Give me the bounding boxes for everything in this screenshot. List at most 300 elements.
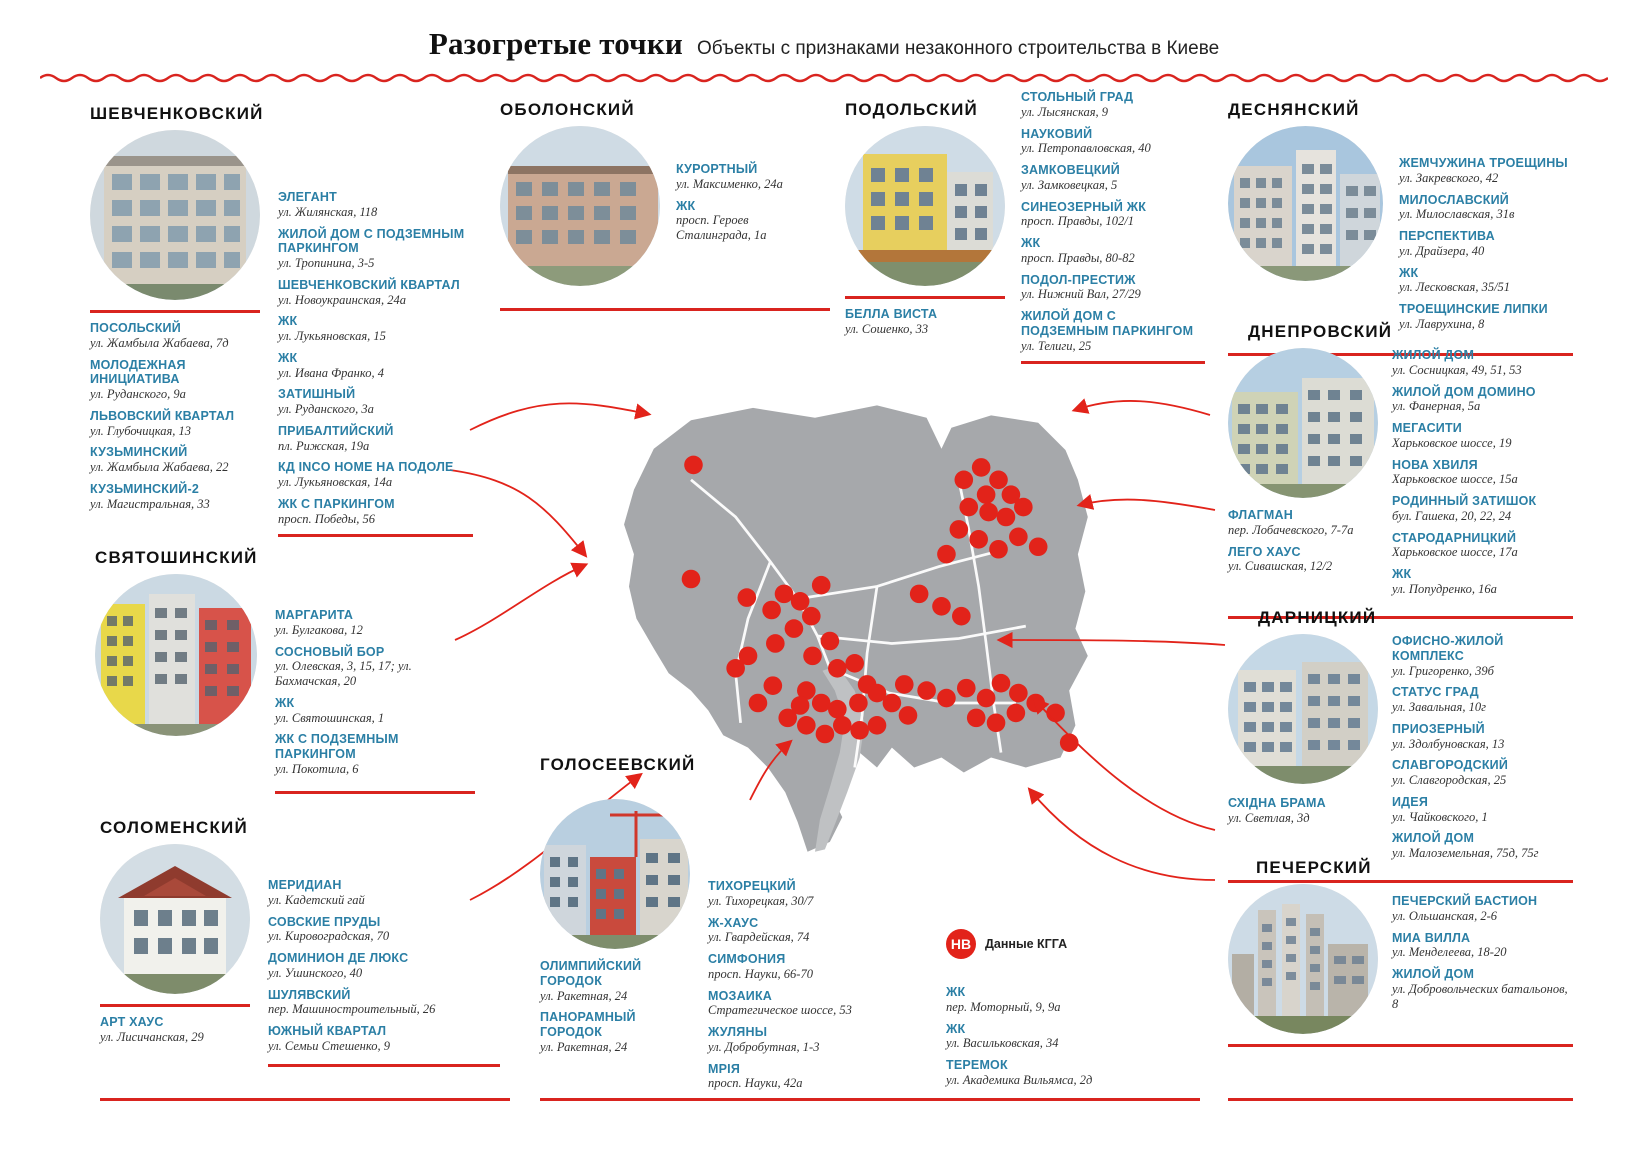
entry-name: ПЕЧЕРСКИЙ БАСТИОН [1392,894,1538,908]
list-item[interactable] [1392,634,1573,678]
district-block-dniprovsky [1228,322,1573,619]
entry-name: ЭЛЕГАНТ [278,190,337,204]
entry-name: ПРИБАЛТИЙСКИЙ [278,423,394,438]
entry-name: СТОЛЬНЫЙ ГРАД [1021,90,1134,104]
list-item[interactable] [1021,309,1205,353]
list-item[interactable] [1392,894,1573,924]
list-item[interactable] [1399,193,1573,223]
map-dot[interactable] [910,585,929,604]
entry-address: ул. Олевская, 3, 15, 17; ул. Бахмачская, 20 [275,659,412,688]
list-item[interactable] [540,959,690,1003]
map-dot[interactable] [972,458,991,477]
entry-name: МИЛОСЛАВСКИЙ [1399,192,1509,207]
map-dot[interactable] [977,689,996,708]
entry-address: ул. Ракетная, 24 [540,988,628,1003]
list-item[interactable] [1228,545,1378,575]
list-item[interactable] [1392,458,1573,488]
entry-name: ЖИЛОЙ ДОМ [1392,348,1475,362]
list-item[interactable] [90,445,260,475]
entry-address: ул. Чайковского, 1 [1392,809,1488,824]
map-dot[interactable] [1009,528,1028,547]
list-item[interactable] [1021,200,1205,230]
map-dot[interactable] [726,659,745,678]
entry-name: ОЛИМПИЙСКИЙ ГОРОДОК [540,959,642,988]
entry-name: НАУКОВИЙ [1021,126,1093,141]
map-dot[interactable] [899,706,918,725]
divider-bottom-right [1228,1098,1573,1101]
entry-name: ЮЖНЫЙ КВАРТАЛ [268,1024,387,1038]
entry-name: ШУЛЯВСКИЙ [268,987,351,1002]
entry-name: БЕЛЛА ВИСТА [845,307,938,321]
entry-address: Харьковское шоссе, 17а [1392,545,1518,560]
entry-name: СОВСКИЕ ПРУДЫ [268,914,381,929]
entry-address: ул. Святошинская, 1 [275,710,385,725]
map-dot[interactable] [987,714,1006,733]
district-photo-desnyansky [1228,126,1383,281]
entry-address: ул. Максименко, 24а [676,176,783,191]
list-item[interactable] [708,989,928,1019]
district-photo-darnitsky [1228,634,1378,784]
map-dot[interactable] [957,679,976,698]
entry-name: СХІДНА БРАМА [1228,796,1326,810]
list-item[interactable] [90,358,260,402]
photo-illustration [540,799,690,949]
district-block-darnitsky [1228,608,1573,883]
district-block-solomensky [100,818,520,1067]
entry-address: ул. Гвардейская, 74 [708,930,810,945]
entry-address: ул. Глубочицкая, 13 [90,423,192,438]
entry-address: ул. Жамбыла Жабаева, 22 [90,460,229,474]
list-item[interactable] [1399,266,1573,296]
entry-name: ТРОЕЩИНСКИЕ ЛИПКИ [1399,302,1548,316]
map-dot[interactable] [850,721,869,740]
entry-name: ТИХОРЕЦКИЙ [708,879,796,893]
entry-address: ул. Славгородская, 25 [1392,773,1507,787]
entry-name: ЖК [946,1021,966,1036]
list-item[interactable] [1021,273,1205,303]
entry-name: ПРИОЗЕРНЫЙ [1392,721,1485,736]
map-dot[interactable] [766,634,785,653]
list-item[interactable] [278,387,473,417]
district-block-svyatoshinsky [95,548,495,794]
district-title-svyatoshinsky: СВЯТОШИНСКИЙ [95,548,258,567]
entry-name: ЖУЛЯНЫ [708,1025,768,1039]
entry-name: ЖИЛОЙ ДОМ С ПОДЗЕМНЫМ ПАРКИНГОМ [278,226,465,256]
list-item[interactable] [268,988,500,1018]
photo-illustration [100,844,250,994]
list-item[interactable] [90,482,260,512]
entry-address: ул. Тихорецкая, 30/7 [708,893,814,908]
map-dot[interactable] [738,588,757,607]
entry-address: ул. Лысянская, 9 [1021,104,1109,119]
entry-list-darnitsky-right [1392,634,1573,868]
list-item[interactable] [1392,795,1573,825]
entry-address: ул. Лесковская, 35/51 [1399,280,1511,295]
entry-list-podolsky-right [1021,90,1205,364]
list-item[interactable] [845,307,1005,337]
map-dot[interactable] [959,498,978,517]
entry-address: пер. Машиностроительный, 26 [268,1002,436,1017]
list-item[interactable] [1392,348,1573,378]
list-item[interactable] [1392,967,1573,1011]
map-dot[interactable] [762,601,781,620]
entry-address: просп. Правды, 80-82 [1021,250,1135,265]
entry-address: пер. Моторный, 9, 9а [946,999,1061,1014]
list-item[interactable] [278,227,473,271]
list-item[interactable] [676,199,826,243]
entry-list-desnyansky [1399,126,1573,339]
map-dot[interactable] [682,570,701,589]
map-dot[interactable] [1046,704,1065,723]
list-item[interactable] [946,985,1156,1015]
district-title-darnitsky: ДАРНИЦКИЙ [1258,608,1377,627]
entry-address: ул. Лукьяновская, 14а [278,475,393,489]
entry-list-dniprovsky-left [1228,508,1378,574]
entry-address: ул. Здолбуновская, 13 [1392,736,1505,751]
entry-address: ул. Руданского, 3а [278,402,374,416]
entry-address: ул. Лисичанская, 29 [100,1029,204,1044]
photo-illustration [90,130,260,300]
district-title-podolsky: ПОДОЛЬСКИЙ [845,100,978,119]
entry-name: КУЗЬМИНСКИЙ-2 [90,481,199,496]
map-dot[interactable] [989,471,1008,490]
entry-address: ул. Милославская, 31в [1399,207,1515,222]
entry-address: ул. Завальная, 10г [1392,700,1486,714]
list-item[interactable] [278,351,473,381]
entry-name: МОЛОДЕЖНАЯ ИНИЦИАТИВА [90,357,186,387]
list-item[interactable] [1021,127,1205,157]
nv-logo-icon: НВ [946,929,976,959]
entry-name: АРТ ХАУС [100,1015,164,1029]
list-item[interactable] [1392,931,1573,961]
list-item[interactable] [90,409,260,439]
map-dot[interactable] [989,540,1008,559]
list-item[interactable] [1228,796,1378,826]
entry-name: МАРГАРИТА [275,608,354,622]
entry-list-solomensky-right [268,844,500,1067]
divider-bottom-left [100,1098,510,1101]
divider-solomensky-left [100,1004,250,1007]
list-item[interactable] [275,645,475,689]
district-photo-solomensky [100,844,250,994]
entry-name: ЛЕГО ХАУС [1228,544,1301,559]
map-dot[interactable] [816,725,835,744]
page-header [0,0,1648,84]
map-dot[interactable] [849,694,868,713]
map-dot[interactable] [955,471,974,490]
divider-pechersky [1228,1044,1573,1047]
district-title-shevchenkovsky: ШЕВЧЕНКОВСКИЙ [90,104,264,123]
list-item[interactable] [90,321,260,351]
map-dot[interactable] [868,716,887,735]
map-dot[interactable] [828,700,847,719]
list-item[interactable] [278,497,473,527]
list-item[interactable] [1392,385,1573,415]
map-dot[interactable] [812,576,831,595]
entry-name: МЕРИДИАН [268,878,342,892]
entry-name: СТАРОДАРНИЦКИЙ [1392,530,1517,545]
list-item[interactable] [1392,758,1573,788]
entry-address: ул. Фанерная, 5а [1392,399,1481,414]
entry-list-podolsky-left [845,307,1005,337]
entry-name: ТЕРЕМОК [946,1058,1008,1072]
entry-name: ЖК [676,198,696,213]
divider-bottom-center [540,1098,1200,1101]
map-dot[interactable] [1009,684,1028,703]
map-dot[interactable] [791,696,810,715]
list-item[interactable] [275,696,475,726]
entry-name: ЖК [946,985,966,999]
map-dot[interactable] [932,597,951,616]
entry-address: ул. Кадетский гай [268,892,365,907]
list-item[interactable] [1399,229,1573,259]
entry-name: ЖИЛОЙ ДОМ С ПОДЗЕМНЫМ ПАРКИНГОМ [1021,309,1194,338]
list-item[interactable] [1392,685,1573,715]
list-item[interactable] [946,1022,1156,1052]
list-item[interactable] [708,916,928,946]
entry-list-golosiivsky-mid [708,799,928,1098]
entry-name: СОСНОВЫЙ БОР [275,644,385,659]
entry-address: ул. Ушинского, 40 [268,965,363,980]
entry-name: ЗАТИШНЫЙ [278,387,356,402]
entry-address: ул. Телиги, 25 [1021,338,1092,353]
entry-address: ул. Нижний Вал, 27/29 [1021,287,1141,302]
map-dot[interactable] [967,709,986,728]
district-photo-podolsky [845,126,1005,286]
entry-name: ДОМИНИОН ДЕ ЛЮКС [268,951,409,965]
entry-list-golosiivsky-right [946,799,1156,1098]
list-item[interactable] [708,1062,928,1092]
divider-svyatoshinsky [275,791,475,794]
entry-name: Ж-ХАУС [708,915,759,930]
entry-address: ул. Петропавловская, 40 [1021,141,1151,156]
map-dot[interactable] [828,659,847,678]
entry-address: ул. Академика Вильямса, 2д [946,1072,1093,1087]
entry-name: ЖК С ПАРКИНГОМ [278,496,395,511]
list-item[interactable] [275,608,475,638]
entry-address: ул. Сивашская, 12/2 [1228,559,1333,574]
entry-name: ЖК С ПОДЗЕМНЫМ ПАРКИНГОМ [275,732,399,761]
entry-name: МОЗАИКА [708,988,773,1003]
list-item[interactable] [708,952,928,982]
district-title-obolonsky: ОБОЛОНСКИЙ [500,100,635,119]
map-dot[interactable] [1060,733,1079,752]
photo-illustration [1228,634,1378,784]
entry-name: ЖК [1021,236,1041,250]
map-dot[interactable] [812,694,831,713]
entry-address: ул. Булгакова, 12 [275,622,363,637]
list-item[interactable] [708,879,928,909]
list-item[interactable] [1392,567,1573,597]
list-item[interactable] [1021,90,1205,120]
map-dot[interactable] [937,689,956,708]
source-credit [946,929,1156,959]
divider-podolsky-right [1021,361,1205,364]
map-dot[interactable] [992,674,1011,693]
list-item[interactable] [708,1025,928,1055]
list-item[interactable] [1392,831,1573,861]
map-dot[interactable] [979,503,998,522]
district-block-golosiivsky [540,755,1200,1098]
list-item[interactable] [278,424,473,454]
entry-address: ул. Васильковская, 34 [946,1036,1059,1051]
map-dot[interactable] [785,619,804,638]
district-photo-golosiivsky [540,799,690,949]
entry-address: ул. Григоренко, 39б [1392,663,1494,678]
entry-name: ШЕВЧЕНКОВСКИЙ КВАРТАЛ [278,277,460,292]
entry-address: ул. Менделеева, 18-20 [1392,945,1507,960]
list-item[interactable] [1392,421,1573,451]
map-dot[interactable] [803,647,822,666]
entry-name: ЖИЛОЙ ДОМ ДОМИНО [1392,384,1536,399]
photo-illustration [1228,126,1383,281]
entry-address: ул. Ольшанская, 2-6 [1392,908,1498,923]
entry-name: СТАТУС ГРАД [1392,685,1479,700]
map-dot[interactable] [969,530,988,549]
entry-name: ЖК [278,350,298,365]
page-subtitle: Объекты с признаками незаконного строительства в Киеве [696,38,1220,59]
map-dot[interactable] [845,654,864,673]
photo-illustration [500,126,660,286]
entry-name: СИНЕОЗЕРНЫЙ ЖК [1021,199,1147,214]
map-dot[interactable] [797,716,816,735]
divider-obolonsky [500,308,830,311]
list-item[interactable] [278,190,473,220]
map-dot[interactable] [775,585,794,604]
map-dot[interactable] [950,520,969,539]
entry-address: ул. Драйзера, 40 [1399,243,1485,258]
list-item[interactable] [278,278,473,308]
entry-list-solomensky-left [100,1015,250,1045]
list-item[interactable] [268,951,500,981]
list-item[interactable] [278,460,473,490]
list-item[interactable] [1021,163,1205,193]
map-dot[interactable] [937,545,956,564]
photo-illustration [845,126,1005,286]
map-dot[interactable] [791,592,810,611]
map-dot[interactable] [1014,498,1033,517]
list-item[interactable] [268,878,500,908]
entry-list-golosiivsky-left [540,959,690,1055]
map-dot[interactable] [977,485,996,504]
map-dot[interactable] [821,632,840,651]
list-item[interactable] [278,314,473,344]
list-item[interactable] [1392,722,1573,752]
map-dot[interactable] [1029,537,1048,556]
entry-name: КУЗЬМИНСКИЙ [90,445,188,460]
entry-name: ПАНОРАМНЫЙ ГОРОДОК [540,1010,636,1039]
entry-name: ПОСОЛЬСКИЙ [90,321,181,335]
map-dot[interactable] [952,607,971,626]
entry-name: ЗАМКОВЕЦКИЙ [1021,163,1120,177]
list-item[interactable] [946,1058,1156,1088]
entry-list-shevchenkovsky-right [278,130,473,537]
list-item[interactable] [676,162,826,192]
entry-address: ул. Сошенко, 33 [845,321,929,336]
entry-name: ЖИЛОЙ ДОМ [1392,967,1475,981]
entry-address: ул. Закревского, 42 [1399,170,1499,185]
list-item[interactable] [100,1015,250,1045]
list-item[interactable] [275,732,475,776]
entry-address: Стратегическое шоссе, 53 [708,1003,852,1018]
list-item[interactable] [1021,236,1205,266]
entry-list-pechersky [1392,884,1573,1034]
district-photo-dniprovsky [1228,348,1378,498]
list-item[interactable] [268,915,500,945]
map-dot[interactable] [997,508,1016,527]
entry-address: ул. Попудренко, 16а [1392,581,1497,596]
map-dot[interactable] [883,694,902,713]
entry-address: ул. Добробутная, 1-3 [708,1039,820,1054]
source-label: Данные КГГА [985,937,1068,951]
entry-address: ул. Новоукраинская, 24а [278,292,406,307]
map-dot[interactable] [764,676,783,695]
entry-address: ул. Семьи Стешенко, 9 [268,1038,391,1053]
map-dot[interactable] [1026,694,1045,713]
entry-address: ул. Ивана Франко, 4 [278,365,384,380]
district-block-podolsky [845,90,1205,364]
entry-name: КД INCO HOME НА ПОДОЛЕ [278,460,454,475]
entry-name: ИДЕЯ [1392,794,1429,809]
list-item[interactable] [268,1024,500,1054]
list-item[interactable] [1228,508,1378,538]
entry-name: ОФИСНО-ЖИЛОЙ КОМПЛЕКС [1392,634,1504,663]
map-dot[interactable] [917,681,936,700]
entry-list-svyatoshinsky [275,574,475,794]
entry-address: ул. Малоземельная, 75д, 75г [1392,846,1539,860]
page-title: Разогретые точки [428,26,683,61]
entry-name: ЖЕМЧУЖИНА ТРОЕЩИНЫ [1399,156,1568,170]
entry-name: ЖК [1399,265,1419,280]
entry-address: пер. Лобачевского, 7-7а [1228,522,1354,537]
entry-name: СЛАВГОРОДСКИЙ [1392,758,1509,773]
district-title-golosiivsky: ГОЛОСЕЕВСКИЙ [540,755,696,774]
entry-name: ЖИЛОЙ ДОМ [1392,831,1475,846]
district-block-shevchenkovsky [90,104,490,537]
entry-name: СИМФОНИЯ [708,952,786,966]
map-dot[interactable] [749,694,768,713]
entry-address: ул. Замковецкая, 5 [1021,177,1118,192]
entry-address: ул. Добровольческих батальонов, 8 [1392,981,1568,1011]
entry-name: ЛЬВОВСКИЙ КВАРТАЛ [90,408,235,423]
map-dot[interactable] [1007,704,1026,723]
map-dot[interactable] [833,716,852,735]
entry-address: ул. Тропинина, 3-5 [278,256,375,270]
divider-shevchenkovsky-left [90,310,260,313]
entry-list-shevchenkovsky-left [90,321,260,511]
list-item[interactable] [1392,531,1573,561]
entry-address: просп. Победы, 56 [278,511,375,526]
entry-address: пл. Рижская, 19а [278,438,370,453]
list-item[interactable] [540,1010,690,1054]
entry-name: НОВА ХВИЛЯ [1392,457,1478,472]
list-item[interactable] [1392,494,1573,524]
entry-address: ул. Сосницкая, 49, 51, 53 [1392,362,1522,377]
entry-name: ФЛАГМАН [1228,508,1293,522]
map-dot[interactable] [802,607,821,626]
map-dot[interactable] [684,456,703,475]
district-title-solomensky: СОЛОМЕНСКИЙ [100,818,248,837]
entry-name: РОДИННЫЙ ЗАТИШОК [1392,494,1537,508]
entry-list-dniprovsky-right [1392,348,1573,604]
district-block-desnyansky [1228,100,1573,356]
district-photo-svyatoshinsky [95,574,257,736]
list-item[interactable] [1399,156,1573,186]
wave-divider [40,72,1608,84]
map-dot[interactable] [895,675,914,694]
entry-address: просп. Науки, 42а [708,1076,803,1091]
entry-address: Харьковское шоссе, 15а [1392,472,1518,487]
